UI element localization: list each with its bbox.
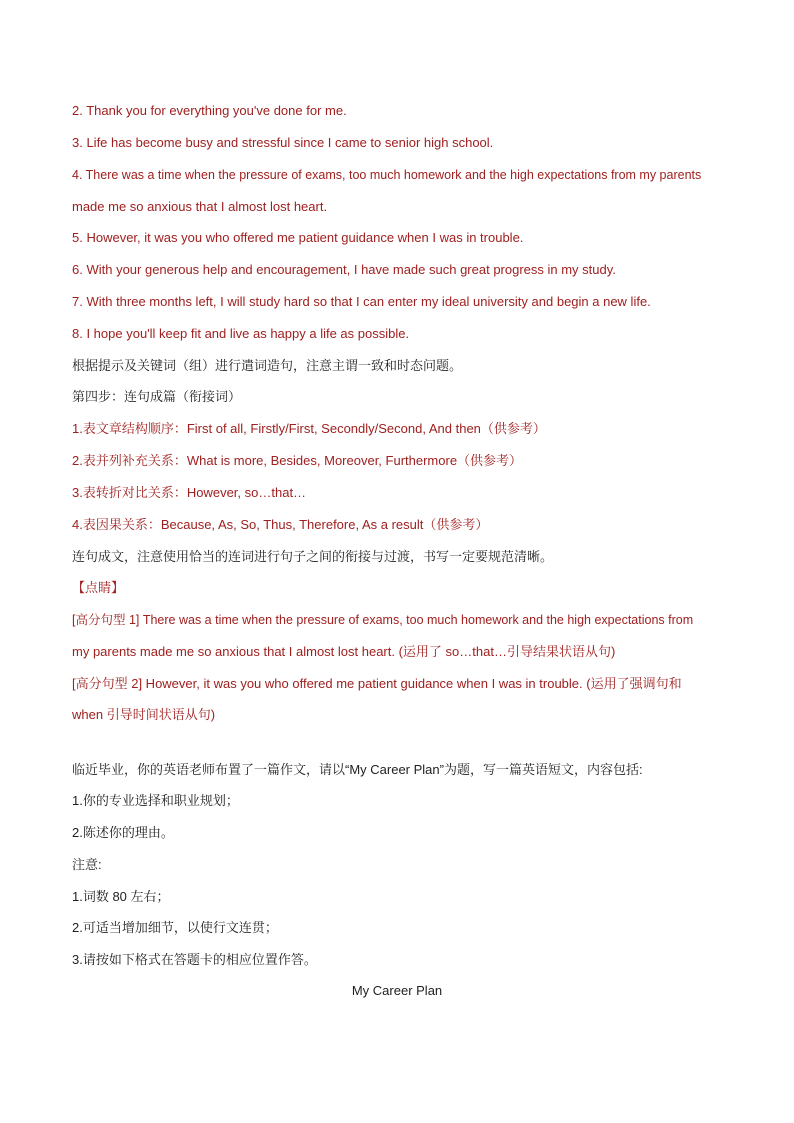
note-sentence: 根据提示及关键词（组）进行遣词造句，注意主谓一致和时态问题。 [72,358,463,373]
sentence-2: 2. Thank you for everything you've done for me. [72,103,347,118]
notice-item-2: 2.可适当增加细节，以使行文连贯； [72,920,278,935]
sentence-5: 5. However, it was you who offered me patient guidance when I was in trouble. [72,230,524,245]
connector-4: 4.表因果关系：Because, As, So, Thus, Therefore, As a result（供参考） [72,517,489,532]
sentence-4-line-2: made me so anxious that I almost lost heart. [72,199,328,214]
task-item-2: 2.陈述你的理由。 [72,825,174,840]
highlight-1-line-1: [高分句型 1] There was a time when the pressure of exams, too much homework and the high expectations from [72,613,694,627]
notice-item-1: 1.词数 80 左右； [72,889,170,904]
note-connect: 连句成文，注意使用恰当的连词进行句子之间的衔接与过渡，书写一定要规范清晰。 [72,549,554,564]
highlight-2-line-2: when 引导时间状语从句) [72,707,216,722]
step4-title: 第四步：连句成篇（衔接词） [72,389,242,404]
connector-2: 2.表并列补充关系：What is more, Besides, Moreover, Furthermore（供参考） [72,453,523,468]
highlight-1-line-2: my parents made me so anxious that I almost lost heart. (运用了 so…that…引导结果状语从句) [72,644,616,659]
highlight-2-line-1: [高分句型 2] However, it was you who offered me patient guidance when I was in trouble. (运用了强调句和 [72,676,682,691]
notice-item-3: 3.请按如下格式在答题卡的相应位置作答。 [72,952,317,967]
sentence-6: 6. With your generous help and encouragement, I have made such great progress in my study. [72,262,616,277]
essay-title: My Career Plan [351,983,443,998]
connector-1: 1.表文章结构顺序：First of all, Firstly/First, Secondly/Second, And then（供参考） [72,421,546,436]
sentence-7: 7. With three months left, I will study hard so that I can enter my ideal university and begin a new life. [72,294,651,309]
dianjing-heading: 【点睛】 [72,580,125,595]
task-item-1: 1.你的专业选择和职业规划； [72,793,239,808]
task-intro: 临近毕业，你的英语老师布置了一篇作文，请以“My Career Plan”为题，写一篇英语短文，内容包括: [72,762,643,777]
connector-3: 3.表转折对比关系：However, so…that… [72,485,307,500]
notice-label: 注意: [72,857,102,872]
sentence-3: 3. Life has become busy and stressful since I came to senior high school. [72,135,494,150]
sentence-8: 8. I hope you'll keep fit and live as happy a life as possible. [72,326,410,341]
sentence-4-line-1: 4. There was a time when the pressure of exams, too much homework and the high expectations from my parents [72,168,702,182]
